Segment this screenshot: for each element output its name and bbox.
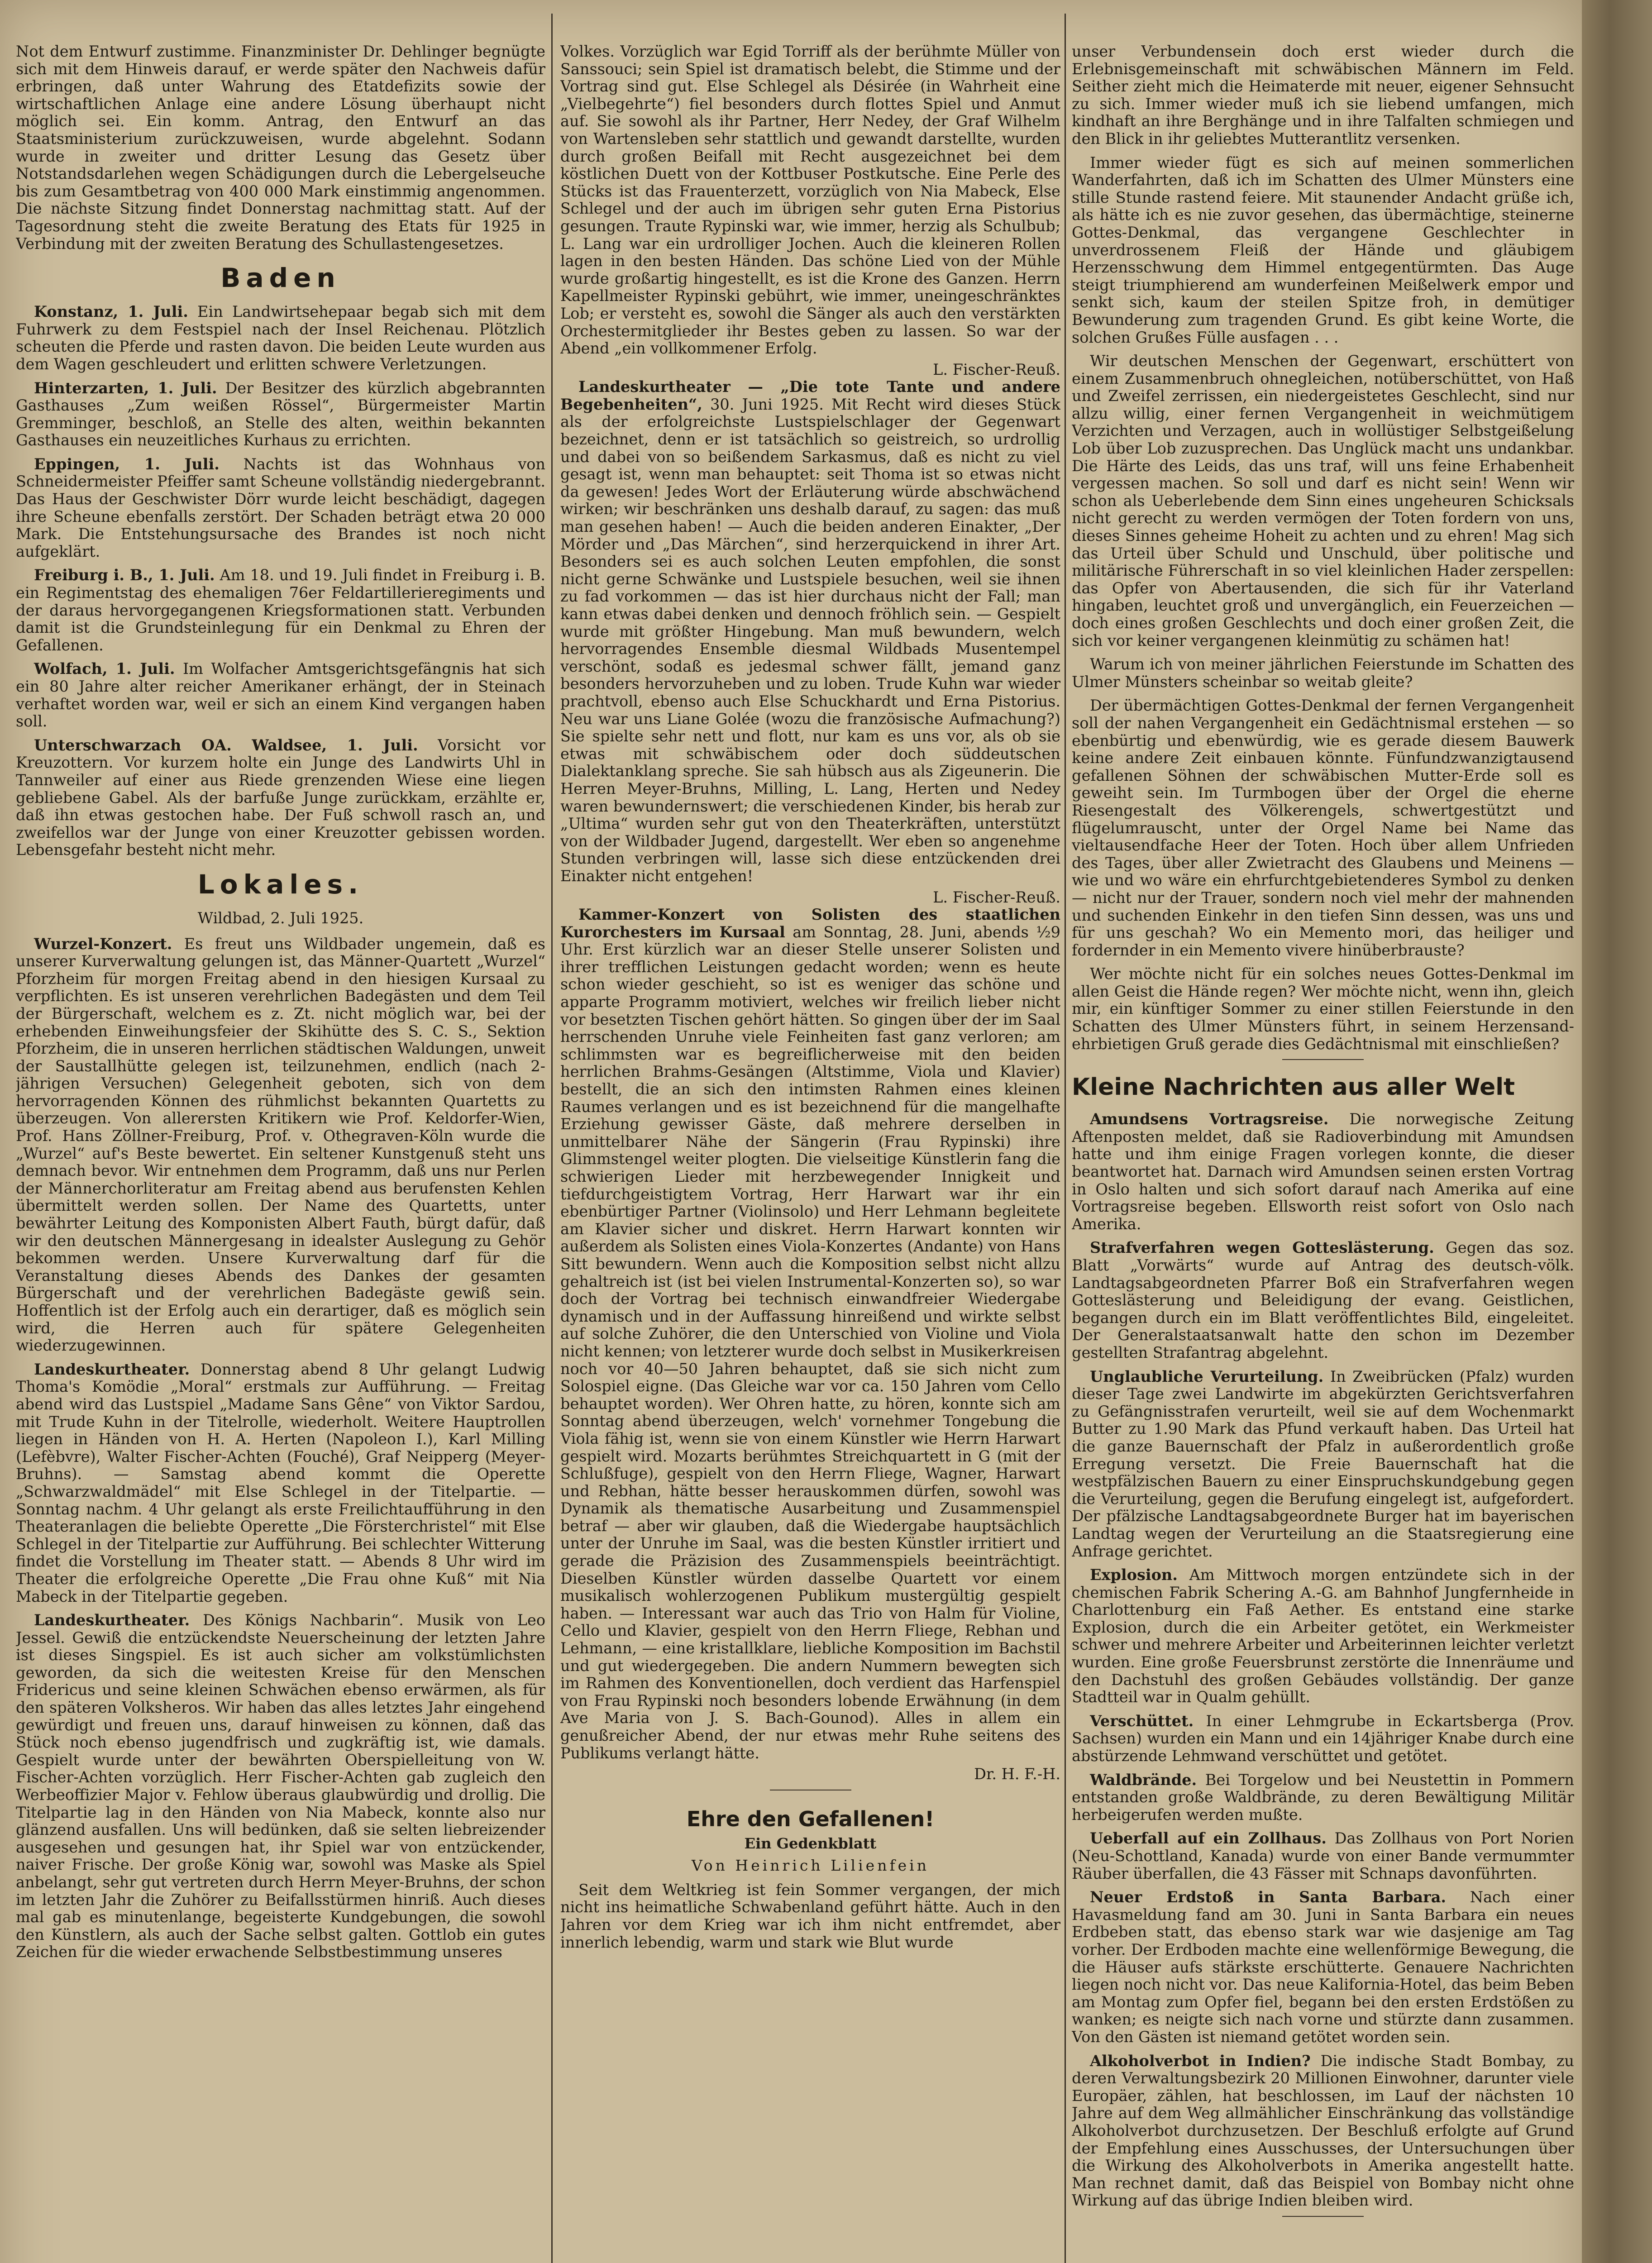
- article-text: 30. Juni 1925. Mit Recht wird dieses Stück als der erfolgreichste Lustspielschlager der Gegenwart bezeichnet, denn er ist tatsächlich so geistreich, so urdrollig und dabei von so beißendem Sarkasmus, daß es nicht zu viel gesagt ist, wenn man behauptet: seit Thoma ist so etwas nicht da gewesen! Jedes Wort der Erläuterung würde abschwächend wirken; wir beschränken uns deshalb darauf, zu sagen: das muß man gesehen haben! — Auch die beiden anderen Einakter, „Der Mörder und „Das Märchen“, sind herzerquickend in ihrer Art. Besonders sei es auch solchen Leuten empfohlen, die sonst nicht gerne Schwänke und Lustspiele besuchen, weil sie ihnen zu fad vorkommen — das ist hier durchaus nicht der Fall; man kann etwas dabei denken und dennoch fröhlich sein. — Gespielt wurde mit größter Hingebung. Man muß bewundern, welch hervorragendes Ensemble diesmal Wildbads Musentempel verschönt, sodaß es jedesmal schwer fällt, jemand ganz besonders hervorzuheben und zu loben. Trude Kuhn war wieder prachtvoll, ebenso auch Else Schuckhardt und Erna Pistorius. Neu war uns Liane Golée (wozu die französische Aufmachung?) Sie spielte sehr nett und flott, nur kam es uns vor, als ob sie etwas mit schwäbischem oder doch süddeutschen Dialektanklang spreche. Sie sah hübsch aus als Zigeunerin. Die Herren Meyer-Bruhns, Milling, L. Lang, Herten und Nedey waren bewundernswert; die verschiedenen Kinder, bis herab zur „Ultima“ wurden sehr gut von den Theaterkräften, unterstützt von der Wildbader Jugend, dargestellt. Wer eben so angenehme Stunden verbringen will, lasse sich diese entzückenden drei Einakter nicht entgehen!: [560, 395, 1060, 885]
- news-item: [16, 380, 545, 449]
- author-signature: L. Fischer-Reuß.: [933, 360, 1060, 378]
- column-rule: [1065, 14, 1066, 2263]
- news-item-text: Am 18. und 19. Juli findet in Freiburg i. B. ein Regimentstag des ehemaligen 76er Feldartillerieregiments und der daraus hervorgegangenen Kriegsformationen statt. Verbunden damit ist die Grundsteinlegung für ein Denkmal zu Ehren der Gefallenen.: [16, 566, 545, 654]
- news-item-text: Ein Landwirtsehepaar begab sich mit dem Fuhrwerk zu dem Festspiel nach der Insel Reichenau. Plötzlich scheuten die Pferde und rasten davon. Die beiden Leute wurden aus dem Wagen geschleudert und erlitten schwere Verletzungen.: [16, 303, 545, 373]
- news-item: [16, 1361, 545, 1605]
- news-item-text: Der Besitzer des kürzlich abgebrannten Gasthauses „Zum weißen Rössel“, Bürgermeister Martin Gremminger, beschloß, an Stelle des alten, weithin bekannten Gasthauses ein neuzeitliches Kurhaus zu errichten.: [16, 379, 545, 449]
- article-text: Volkes. Vorzüglich war Egid Torriff als der berühmte Müller von Sanssouci; sein Spiel ist dramatisch belebt, die Stimme und der Vortrag sind gut. Else Schlegel als Désirée (in Wahrheit eine „Vielbegehrte“) fiel besonders durch flottes Spiel und Anmut auf. Sie sowohl als ihr Partner, Herr Nedey, der Graf Wilhelm von Wartensleben sehr stattlich und gewandt darstellte, wurden durch großen Beifall mit Recht ausgezeichnet bei dem köstlichen Duett von der Kottbuser Postkutsche. Eine Perle des Stücks ist das Frauenterzett, vorzüglich von Nia Mabeck, Else Schlegel und der auch im übrigen sehr guten Erna Pistorius gesungen. Traute Rypinski war, wie immer, herzig als Schulbub; L. Lang war ein urdrolliger Jochen. Auch die kleineren Rollen lagen in den besten Händen. Das schöne Lied von der Mühle wurde großartig hingestellt, es ist die Krone des Ganzen. Herrn Kapellmeister Rypinski gebührt, wie immer, uneingeschränktes Lob; er versteht es, sowohl die Sänger als auch den verstärkten Orchestermitglieder ihr Bestes geben zu lassen. So war der Abend „ein vollkommener Erfolg.: [560, 43, 1060, 358]
- news-item-head: Wurzel-Konzert.: [34, 935, 172, 953]
- news-item-text: Am Mittwoch morgen entzündete sich in der chemischen Fabrik Schering A.-G. am Bahnhof Jungfernheide in Charlottenburg ein Faß Aether. Es entstand eine starke Explosion, durch die ein Arbeiter getötet, ein Werkmeister schwer und mehrere Arbeiter und Arbeiterinnen leichter verletzt wurden. Eine große Feuersbrunst zerstörte die Innenräume und den Dachstuhl des großen Gebäudes vollständig. Der ganze Stadtteil war in Qualm gehüllt.: [1072, 1566, 1574, 1706]
- article-kammer: [560, 906, 1060, 1762]
- gedenk-paragraph: Wir deutschen Menschen der Gegenwart, erschüttert von einem Zusammenbruch ohnegleichen, notüberschüttet, von Haß und Zweifel zerrissen, ein niedergeistetes Geschlecht, sind nur allzu willig, einer fernen Vergangenheit in weichmütigem Verzichten und Verzagen, auch in wollüstiger Selbstgeißelung Lob über Lob zuzusprechen. Das Unglück macht uns undankbar. Die Härte des Leids, das uns traf, will uns feine Erhabenheit vergessen machen. So soll und darf es nicht sein! Wenn wir schon als Ueberlebende dem Sinn eines ungeheuren Schicksals nicht gerecht zu werden vermögen der Toten fordern von uns, dieses Sinnes geheime Hoheit zu achten und zu ehren! Mag sich das Urteil über Schuld und Unschuld, über politische und militärische Führerschaft in so viel kleinlichen Hader zerspellen: das Opfer von Abertausenden, die sich für ihr Vaterland hingaben, leuchtet groß und unvergänglich, ein Feuerzeichen — doch eines großen Geschlechts und doch einer großen Zeit, die sich vor keiner vergangenen kleinmütig zu schämen hat!: [1072, 352, 1574, 649]
- news-item: [1072, 2053, 1574, 2210]
- gedenk-paragraph: Der übermächtigen Gottes-Denkmal der fernen Vergangenheit soll der nahen Vergangenheit ein Gedächtnismal erstehen — so ebenbürtig und ebenwürdig, wie es gerade diesem Bauwerk keine andere Zeit einbauen könnte. Fünfundzwanzigtausend gefallenen Söhnen der schwäbischen Mutter-Erde soll es geweiht sein. Im Turmbogen über der Orgel die eherne Riesengestalt des Völkerengels, schwertgestützt und flügelumrauscht, unter der Orgel Name bei Name das vieltausendfache Heer der Toten. Hoch über allem Unfrieden des Tages, über aller Zwietracht des Glaubens und Meinens — wie und wo wäre ein ehrfurchtgebietenderes Symbol zu denken — nicht nur der Trauer, sondern noch viel mehr der mahnenden und suchenden Einkehr in den tiefen Sinn dessen, was uns und für uns geschah? Wo ein Memento mori, das heiliger und fordernder in ein Memento vivere hinüberbrauste?: [1072, 697, 1574, 959]
- news-item-text: Vorsicht vor Kreuzottern. Vor kurzem holte ein Junge des Landwirts Uhl in Tannweiler auf einer aus Riede grenzenden Wiese eine liegen gebliebene Gabel. Als der barfuße Junge zurückkam, erzählte er, daß ihn etwas gestochen habe. Der Fuß schwoll rasch an, und zweifellos war der Junge von einer Kreuzotter gebissen worden. Lebensgefahr besteht nicht mehr.: [16, 736, 545, 859]
- news-item: [16, 660, 545, 730]
- news-item-text: In Zweibrücken (Pfalz) wurden dieser Tage zwei Landwirte im abgekürzten Gerichtsverfahren zu Gefängnisstrafen verurteilt, weil sie auf dem Wochenmarkt Butter zu 1.90 Mark das Pfund verkauft haben. Das Urteil hat die ganze Bauernschaft der Pfalz in außerordentlich große Erregung versetzt. Die Freie Bauernschaft hat die westpfälzischen Bauern zu einer Einspruchskundgebung gegen die Verurteilung, gegen die Berufung eingelegt ist, aufgefordert. Der pfälzische Landtagsabgeordnete Burger hat im bayerischen Landtag wegen der Verurteilung an die Staatsregierung eine Anfrage gerichtet.: [1072, 1367, 1574, 1560]
- news-item-head: Amundsens Vortragsreise.: [1090, 1110, 1329, 1128]
- binding-edge: [1582, 0, 1652, 2263]
- news-item-text: Im Wolfacher Amtsgerichtsgefängnis hat sich ein 80 Jahre alter reicher Amerikaner erhängt, der in Steinach verhaftet worden war, weil er sich an einem Kind vergangen haben soll.: [16, 660, 545, 730]
- news-item: [1072, 1713, 1574, 1765]
- news-item-head: Landeskurtheater.: [34, 1611, 190, 1629]
- news-item-text: Nach einer Havasmeldung fand am 30. Juni in Santa Barbara ein neues Erdbeben statt, das ebenso stark war wie dasjenige am Tag vorher. Der Erdboden machte eine wellenförmige Bewegung, die die Häuser aufs stärkste erschütterte. Genauere Nachrichten liegen noch nicht vor. Das neue Kalifornia-Hotel, das beim Beben am Montag zum Opfer fiel, begann bei den ersten Erdstößen zu wanken; es neigte sich nach vorne und stürzte dann zusammen. Von den Gästen ist niemand getötet worden sein.: [1072, 1888, 1574, 2046]
- news-item: [16, 567, 545, 654]
- news-item-head: Landeskurtheater.: [34, 1360, 190, 1378]
- news-item: [1072, 1566, 1574, 1706]
- news-item: [1072, 1830, 1574, 1882]
- news-item-head: Konstanz, 1. Juli.: [34, 303, 188, 321]
- dateline: Wildbad, 2. Juli 1925.: [197, 909, 364, 927]
- gedenk-paragraph: Immer wieder fügt es sich auf meinen sommerlichen Wanderfahrten, daß ich im Schatten des Ulmer Münsters eine stille Stunde rastend feiere. Mit staunender Andacht grüße ich, als hätte ich es nie zuvor gesehen, das übermächtige, steinerne Gottes-Denkmal, das vergangene Geschlechter in unverdrossenem Fleiß der Hände und gläubigem Herzensschwung dem Himmel entgegentürmten. Das Auge steigt triumphierend am wunderfeinen Meißelwerk empor und senkt sich, kaum der steilen Spitze froh, in demütiger Bewunderung zum tragenden Grund. Es gibt keine Worte, die solchen Grußes Fülle ausfagen . . .: [1072, 153, 1574, 346]
- news-item-head: Neuer Erdstoß in Santa Barbara.: [1090, 1888, 1447, 1906]
- gedenk-subtitle: Ein Gedenkblatt: [744, 1834, 877, 1852]
- news-item-text: Die indische Stadt Bombay, zu deren Verwaltungsbezirk 20 Millionen Einwohner, darunter viele Europäer, zählen, hat beschlossen, im Lauf der nächsten 10 Jahre auf dem Weg allmählicher Einschränkung das vollständige Alkoholverbot durchzusetzen. Der Beschluß erfolgte auf Grund der Empfehlung eines Ausschusses, der Untersuchungen über die Wirkung des Alkoholverbots in Amerika angestellt hatte. Man rechnet damit, daß das Beispiel von Bombay nicht ohne Wirkung auf das übrige Indien bleiben wird.: [1072, 2052, 1574, 2210]
- author-signature: Dr. H. F.-H.: [974, 1765, 1060, 1783]
- section-title-lokales: Lokales.: [197, 869, 364, 900]
- news-item: [16, 456, 545, 561]
- news-item-head: Ueberfall auf ein Zollhaus.: [1090, 1829, 1327, 1848]
- column-2: [560, 43, 1060, 2263]
- divider: [1282, 1059, 1364, 1060]
- news-item-head: Waldbrände.: [1090, 1771, 1197, 1789]
- gedenk-paragraphs: [1072, 154, 1574, 1053]
- article-text: Not dem Entwurf zustimme. Finanzminister Dr. Dehlinger begnügte sich mit dem Hinweis darauf, er werde später den Nachweis dafür erbringen, daß unter Wahrung des Etatdefizits sowie der wirtschaftlichen Anlage eine andere Lösung überhaupt nicht möglich sei. Ein komm. Antrag, den Entwurf an das Staatsministerium zurückzuweisen, wurde abgelehnt. Sodann wurde in zweiter und dritter Lesung das Gesetz über Notstandsdarlehen wegen Schädigungen durch die Lebergelseuche bis zum Gesamtbetrag von 400 000 Mark einstimmig angenommen. Die nächste Sitzung findet Donnerstag nachmittag statt. Auf der Tagesordnung steht die zweite Beratung des Etats für 1925 in Verbindung mit der zweiten Beratung des Schullastengesetzes.: [16, 43, 545, 253]
- column-1: [16, 43, 545, 2263]
- section-title-kleine-nachrichten: Kleine Nachrichten aus aller Welt: [1072, 1074, 1515, 1101]
- news-item: [1072, 1368, 1574, 1561]
- baden-news-list: [16, 303, 545, 859]
- news-item: [1072, 1771, 1574, 1824]
- news-item-head: Unterschwarzach OA. Waldsee, 1. Juli.: [34, 736, 418, 754]
- news-item-text: Nachts ist das Wohnhaus von Schneidermeister Pfeiffer samt Scheune vollständig niedergebrannt. Das Haus der Geschwister Dörr wurde leicht beschädigt, dagegen ihre Scheune ebenfalls zerstört. Der Schaden beträgt etwa 20 000 Mark. Die Entstehungsursache des Brandes ist noch nicht aufgeklärt.: [16, 455, 545, 560]
- divider: [1282, 2216, 1364, 2217]
- section-title-baden: Baden: [220, 263, 341, 294]
- article-tante: [560, 378, 1060, 885]
- kleine-news-list: [1072, 1111, 1574, 2210]
- news-item: [16, 303, 545, 373]
- news-item-text: Donnerstag abend 8 Uhr gelangt Ludwig Thoma's Komödie „Moral“ erstmals zur Aufführung. — Freitag abend wird das Lustspiel „Madame Sans Gêne“ von Viktor Sardou, mit Trude Kuhn in der Titelrolle, wiederholt. Weitere Hauptrollen liegen in Händen von H. A. Herten (Napoleon I.), Karl Milling (Lefèbvre), Walter Fischer-Achten (Fouché), Graf Neipperg (Meyer-Bruhns). — Samstag abend kommt die Operette „Schwarzwaldmädel“ mit Else Schlegel in der Titelpartie. — Sonntag nachm. 4 Uhr gelangt als erste Freilichtaufführung in den Theateranlagen die beliebte Operette „Die Försterchristel“ mit Else Schlegel in der Titelpartie zur Aufführung. Bei schlechter Witterung findet die Vorstellung im Theater statt. — Abends 8 Uhr wird im Theater die erfolgreiche Operette „Die Frau ohne Kuß“ mit Nia Mabeck in der Titelpartie gegeben.: [16, 1360, 545, 1605]
- news-item: [1072, 1239, 1574, 1361]
- author-signature: L. Fischer-Reuß.: [933, 888, 1060, 906]
- news-item: [16, 737, 545, 859]
- gedenk-paragraph: Warum ich von meiner jährlichen Feierstunde im Schatten des Ulmer Münsters scheinbar so weitab gleite?: [1072, 655, 1574, 691]
- news-item: [1072, 1111, 1574, 1233]
- gedenk-author: Von Heinrich Lilienfein: [692, 1856, 929, 1874]
- news-item-text: In einer Lehmgrube in Eckartsberga (Prov. Sachsen) wurden ein Mann und ein 14jähriger Knabe durch eine abstürzende Lehmwand verschüttet und getötet.: [1072, 1712, 1574, 1765]
- news-item-head: Alkoholverbot in Indien?: [1090, 2052, 1311, 2070]
- news-item-head: Strafverfahren wegen Gotteslästerung.: [1090, 1239, 1434, 1257]
- news-item: [16, 936, 545, 1355]
- news-item-head: Verschüttet.: [1090, 1712, 1194, 1730]
- column-3: [1072, 43, 1574, 2263]
- article-head: Landeskurtheater — „Die tote Tante und andere Begebenheiten“,: [560, 378, 1060, 413]
- news-item-text: Das Zollhaus von Port Norien (Neu-Schottland, Kanada) wurde von einer Bande vermummter Räuber überfallen, die 43 Fässer mit Schnaps davonführten.: [1072, 1829, 1574, 1882]
- article-head: Kammer-Konzert von Solisten des staatlichen Kurorchesters im Kursaal: [560, 906, 1060, 941]
- news-item-head: Hinterzarten, 1. Juli.: [34, 379, 217, 397]
- news-item-text: Bei Torgelow und bei Neustettin in Pommern entstanden große Waldbrände, zu deren Bewältigung Militär herbeigerufen werden mußte.: [1072, 1771, 1574, 1824]
- gedenk-title: Ehre den Gefallenen!: [686, 1806, 935, 1831]
- news-item-head: Freiburg i. B., 1. Juli.: [34, 566, 215, 584]
- news-item-text: Die norwegische Zeitung Aftenposten meldet, daß sie Radioverbindung mit Amundsen hatte und ihm einige Fragen vorlegen konnte, die dieser beantwortet hat. Darnach wird Amundsen seinen ersten Vortrag in Oslo halten und sich sofort darauf nach Amerika auf eine Vortragsreise begeben. Ellsworth reist sofort von Oslo nach Amerika.: [1072, 1110, 1574, 1233]
- article-text: unser Verbundensein doch erst wieder durch die Erlebnisgemeinschaft mit schwäbischen Männern im Feld. Seither zieht mich die Heimaterde mit neuer, eigener Sehnsucht zu sich. Immer wieder muß ich sie liebend umfangen, mich kindhaft an ihre Berghänge und in ihre Talfalten schmiegen und den Blick in ihr geliebtes Mutterantlitz versenken.: [1072, 43, 1574, 148]
- news-item-head: Explosion.: [1090, 1566, 1178, 1584]
- news-item-text: Es freut uns Wildbader ungemein, daß es unserer Kurverwaltung gelungen ist, das Männer-Quartett „Wurzel“ Pforzheim für morgen Freitag abend in den hiesigen Kursaal zu verpflichten. Es ist unseren verehrlichen Badegästen und dem Teil der Bürgerschaft, welchem es z. Zt. nicht möglich war, bei der erhebenden Einweihungsfeier der Skihütte des S. C. S., Sektion Pforzheim, die in unseren herrlichen städtischen Waldungen, unweit der Saustallhütte gelegen ist, teilzunehmen, endlich (nach 2-jährigen Versuchen) Gelegenheit geboten, sich von dem hervorragenden Können des rühmlichst bekannten Quartetts zu überzeugen. Von allerersten Kritikern wie Prof. Keldorfer-Wien, Prof. Hans Zöllner-Freiburg, Prof. v. Othegraven-Köln wurde die „Wurzel“ auf's Beste bewertet. Ein seltener Kunstgenuß steht uns demnach bevor. Wir entnehmen dem Programm, daß uns nur Perlen der Männerchorliteratur am Freitag abend aus berufensten Kehlen übermittelt werden sollen. Der Name des Quartetts, unter bewährter Leitung des Komponisten Albert Fauth, bürgt dafür, daß wir den deutschen Männergesang in idealster Auslegung zu Gehör bekommen werden. Unsere Kurverwaltung darf für die Veranstaltung dieses Abends des Dankes der gesamten Bürgerschaft und der verehrlichen Badegäste gewiß sein. Hoffentlich ist der Erfolg auch ein derartiger, daß es möglich sein wird, die Herren auch für spätere Gelegenheiten wiederzugewinnen.: [16, 935, 545, 1355]
- news-item: [1072, 1889, 1574, 2046]
- column-rule: [551, 14, 553, 2263]
- news-item-text: Gegen das soz. Blatt „Vorwärts“ wurde auf Antrag des deutsch-völk. Landtagsabgeordneten Pfarrer Boß ein Strafverfahren wegen Gotteslästerung und Beleidigung der evang. Geistlichen, begangen durch ein im Blatt veröffentlichtes Bild, eingeleitet. Der Generalstaatsanwalt hatte den schon im Dezember gestellten Strafantrag abgelehnt.: [1072, 1239, 1574, 1361]
- news-item-text: Des Königs Nachbarin“. Musik von Leo Jessel. Gewiß die entzückendste Neuerscheinung der letzten Jahre ist dieses Singspiel. Es ist auch sicher am volkstümlichsten geworden, da sich die weitesten Kreise für den Menschen Fridericus und seine kleinen Schwächen ebenso erwärmen, als für den späteren Volksheros. Wir haben das alles letztes Jahr eingehend gewürdigt und freuen uns, darauf hinweisen zu können, daß das Stück noch ebenso jugendfrisch und zugkräftig ist, wie damals. Gespielt wurde unter der bewährten Oberspielleitung von W. Fischer-Achten vorzüglich. Herr Fischer-Achten gab zugleich den Werbeoffizier Major v. Fehlow überaus glaubwürdig und drollig. Die Titelpartie lag in den Händen von Nia Mabeck, konnte also nur glänzend ausfallen. Uns will bedünken, daß sie selten liebreizender ausgesehen und gesungen hat, ihr Spiel war von entzückender, naiver Frische. Der große König war, sowohl was Maske als Spiel anbelangt, sehr gut vertreten durch Herrn Meyer-Bruhns, der schon im letzten Jahr die Zuhörer zu Beifallsstürmen hinriß. Auch dieses mal gab es minutenlange, begeisterte Kundgebungen, die sowohl den Künstlern, als auch der Sache selbst galten. Gottlob ein gutes Zeichen für die wieder erwachende Selbstbestimmung unseres: [16, 1611, 545, 1961]
- news-item-head: Wolfach, 1. Juli.: [34, 660, 175, 678]
- news-item: [16, 1612, 545, 1961]
- gedenk-header: [560, 1807, 1060, 1874]
- lokales-news-list: [16, 936, 545, 1961]
- gedenk-paragraph: Wer möchte nicht für ein solches neues Gottes-Denkmal im allen Geist die Hände regen? Wer möchte nicht, wenn ihn, gleich mir, ein künftiger Sommer zu einer stillen Feierstunde in den Schatten des Ulmer Münsters führt, in seinem Herzensand-ehrbietigen Gruß gerade dies Gedächtnismal mit einschließen?: [1072, 965, 1574, 1053]
- news-item-head: Unglaubliche Verurteilung.: [1090, 1367, 1324, 1385]
- news-item-head: Eppingen, 1. Juli.: [34, 455, 220, 473]
- article-text: Seit dem Weltkrieg ist fein Sommer vergangen, der mich nicht ins heimatliche Schwabenland geführt hätte. Auch in den Jahren vor dem Krieg war ich ihm nicht entfremdet, aber innerlich lebendig, warm und stark wie Blut wurde: [560, 1881, 1060, 1951]
- article-text: am Sonntag, 28. Juni, abends ½9 Uhr. Erst kürzlich war an dieser Stelle unserer Solisten und ihrer trefflichen Leistungen gedacht worden; wenn es heute schon wieder geschieht, so ist es weniger das schöne und apparte Programm motiviert, welches wir freilich lieber nicht vor besetzten Tischen gehört hätten. So gingen über der im Saal herrschenden Unruhe viele Feinheiten fast ganz verloren; am schlimmsten war es begreiflicherweise mit den beiden herrlichen Brahms-Gesängen (Altstimme, Viola und Klavier) bestellt, die an sich den intimsten Rahmen eines kleinen Raumes verlangen und es ist bezeichnend für die mangelhafte Erziehung gewisser Gäste, daß mehrere derselben in unmittelbarer Nähe der Sängerin (Frau Rypinski) ihre Glimmstengel weiter plogten. Die vielseitige Künstlerin fang die schwierigen Lieder mit herzbewegender Innigkeit und tiefdurchgeistigtem Vortrag, Herr Harwart war ihr ein ebenbürtiger Partner (Violinsolo) und Herr Lehmann begleitete am Klavier sicher und diskret. Herrn Harwart konnten wir außerdem als Solisten eines Viola-Konzertes (Andante) von Hans Sitt bewundern. Wenn auch die Komposition selbst nicht allzu gehaltreich ist (ist bei vielen Instrumental-Konzerten so), so war doch der Vortrag bei technisch einwandfreier Wiedergabe dynamisch und in der Auffassung hinreißend und wirkte selbst auf solche Zuhörer, die den Unterschied von Violine und Viola nicht kennen; von letzterer wurde doch selbst in Musikerkreisen noch vor 40—50 Jahren behauptet, daß sie sich nicht zum Solospiel eigne. (Das Gleiche war vor ca. 150 Jahren vom Cello behauptet worden). Wer Ohren hatte, zu hören, konnte sich am Sonntag abend überzeugen, welch' vornehmer Tongebung die Viola fähig ist, wenn sie von einem Künstler wie Herrn Harwart gespielt wird. Mozarts berühmtes Streichquartett in G (mit der Schlußfuge), gespielt von den Herrn Fliege, Wagner, Harwart und Rebhan, hätte besser herauskommen dürfen, sowohl was Dynamik als thematische Ausarbeitung und Zusammenspiel betraf — aber wir glauben, daß die Wiedergabe hauptsächlich unter der Unruhe im Saal, was die besten Künstler irritiert und gerade die Präzision des Zusammenspiels beeinträchtigt. Dieselben Künstler würden dasselbe Quartett vor einem musikalisch wohlerzogenen Publikum mustergültig gespielt haben. — Interessant war auch das Trio von Halm für Violine, Cello und Klavier, gespielt von den Herrn Fliege, Rebhan und Lehmann, — eine kristallklare, liebliche Komposition im Bachstil und gut wiedergegeben. Die andern Nummern bewegten sich im Rahmen des Konventionellen, doch verdient das Harfenspiel von Frau Rypinski noch besonders lobende Erwähnung (in dem Ave Maria von J. S. Bach-Gounod). Alles in allem ein genußreicher Abend, der nur etwas mehr Ruhe seitens des Publikums verlangt hätte.: [560, 923, 1060, 1762]
